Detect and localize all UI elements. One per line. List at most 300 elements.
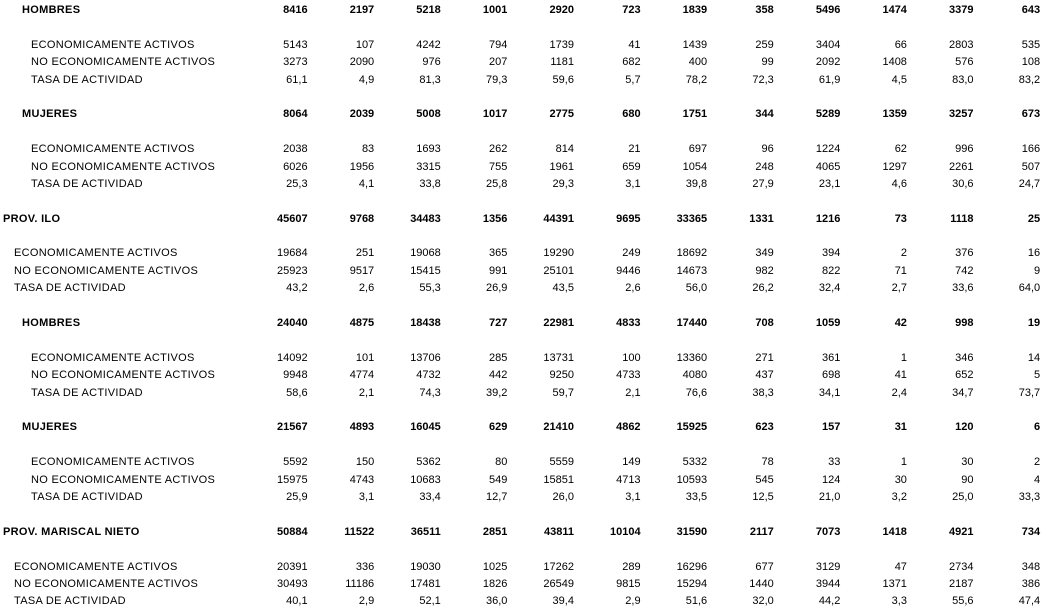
value-cell: 2092 [815, 56, 841, 69]
value-cell: 14092 [277, 351, 308, 364]
value-cell: 1839 [682, 4, 708, 16]
value-cell: 3273 [283, 56, 308, 69]
section-header-row [0, 524, 1047, 541]
value-cell: 652 [955, 369, 974, 382]
value-cell: 32,0 [752, 595, 774, 608]
value-cell: 5218 [416, 4, 441, 16]
value-cell: 2,6 [625, 282, 641, 295]
value-cell: 21,0 [818, 490, 841, 503]
value-cell: 742 [955, 264, 974, 277]
row-label: NO ECONOMICAMENTE ACTIVOS [31, 56, 216, 69]
row-label: NO ECONOMICAMENTE ACTIVOS [14, 264, 199, 277]
value-cell: 2039 [349, 108, 375, 121]
value-cell: 1739 [549, 38, 574, 51]
value-cell: 101 [355, 351, 375, 364]
table-row [0, 54, 1047, 71]
value-cell: 33,6 [952, 282, 974, 295]
value-cell: 124 [821, 473, 841, 486]
value-cell: 2734 [949, 560, 974, 573]
value-cell: 25,9 [286, 490, 308, 503]
value-cell: 16045 [410, 421, 441, 434]
value-cell: 17440 [676, 317, 708, 330]
value-cell: 39,8 [685, 177, 708, 190]
table-row [0, 472, 1047, 489]
value-cell: 259 [755, 38, 774, 51]
value-cell: 73,7 [1018, 386, 1041, 399]
value-cell: 659 [622, 160, 641, 173]
value-cell: 207 [489, 56, 508, 69]
value-cell: 30 [894, 473, 907, 486]
value-cell: 61,9 [818, 73, 841, 86]
value-cell: 358 [755, 4, 774, 16]
value-cell: 998 [955, 317, 974, 330]
value-cell: 814 [555, 143, 574, 156]
value-cell: 83,0 [952, 73, 974, 86]
value-cell: 5559 [549, 456, 574, 469]
value-cell: 19 [1027, 317, 1041, 330]
value-cell: 4080 [682, 369, 708, 382]
value-cell: 11522 [344, 525, 375, 538]
section-header-row [0, 315, 1047, 332]
value-cell: 13360 [676, 351, 708, 364]
value-cell: 549 [489, 473, 508, 486]
value-cell: 50884 [277, 525, 308, 538]
value-cell: 32,4 [818, 282, 841, 295]
value-cell: 3257 [949, 108, 974, 121]
value-cell: 17262 [543, 560, 574, 573]
table-row [0, 159, 1047, 176]
value-cell: 120 [955, 421, 974, 434]
value-cell: 1371 [882, 577, 907, 590]
value-cell: 26,9 [485, 282, 508, 295]
value-cell: 1216 [815, 212, 841, 225]
value-cell: 62 [894, 143, 907, 156]
value-cell: 23,1 [818, 177, 841, 190]
value-cell: 31 [894, 421, 907, 434]
blank-line [0, 541, 1047, 558]
value-cell: 36511 [410, 525, 441, 538]
value-cell: 1359 [882, 108, 907, 121]
value-cell: 2187 [949, 577, 974, 590]
value-cell: 18438 [410, 317, 441, 330]
value-cell: 822 [821, 264, 841, 277]
value-cell: 10593 [676, 473, 708, 486]
value-cell: 1181 [550, 56, 574, 69]
section-header-row [0, 106, 1047, 123]
value-cell: 5332 [682, 456, 708, 469]
value-cell: 2803 [949, 38, 974, 51]
value-cell: 535 [1021, 38, 1041, 51]
value-cell: 33,3 [1018, 490, 1041, 503]
value-cell: 1356 [482, 212, 508, 225]
value-cell: 698 [821, 369, 841, 382]
value-cell: 677 [755, 560, 774, 573]
value-cell: 83,2 [1018, 73, 1041, 86]
table-row [0, 176, 1047, 193]
row-label: ECONOMICAMENTE ACTIVOS [14, 560, 178, 573]
value-cell: 576 [955, 56, 974, 69]
value-cell: 2 [900, 247, 907, 260]
value-cell: 10683 [410, 473, 441, 486]
value-cell: 2261 [949, 160, 974, 173]
section-header-label: HOMBRES [22, 4, 81, 16]
value-cell: 9768 [349, 212, 375, 225]
value-cell: 11186 [345, 577, 375, 590]
value-cell: 3,1 [625, 177, 641, 190]
value-cell: 43,5 [552, 282, 574, 295]
row-label: ECONOMICAMENTE ACTIVOS [31, 351, 195, 364]
value-cell: 3944 [815, 577, 841, 590]
value-cell: 1 [900, 456, 907, 469]
value-cell: 27,9 [752, 177, 774, 190]
value-cell: 4 [1034, 473, 1041, 486]
value-cell: 2,7 [891, 282, 907, 295]
row-label: ECONOMICAMENTE ACTIVOS [31, 456, 195, 469]
value-cell: 5143 [283, 38, 308, 51]
value-cell: 2038 [283, 143, 308, 156]
value-cell: 4242 [416, 38, 441, 51]
value-cell: 16 [1027, 247, 1041, 260]
value-cell: 996 [955, 143, 974, 156]
value-cell: 29,3 [552, 177, 574, 190]
value-cell: 25 [1027, 212, 1041, 225]
blank-line [0, 506, 1047, 523]
value-cell: 9695 [616, 212, 641, 225]
value-cell: 26549 [543, 577, 574, 590]
value-cell: 17481 [410, 577, 441, 590]
value-cell: 30,6 [952, 177, 974, 190]
value-cell: 25,3 [286, 177, 308, 190]
value-cell: 21 [628, 143, 641, 156]
value-cell: 149 [622, 456, 641, 469]
value-cell: 74,3 [419, 386, 441, 399]
value-cell: 1439 [682, 38, 708, 51]
value-cell: 4732 [416, 369, 441, 382]
table-row [0, 385, 1047, 402]
value-cell: 56,0 [685, 282, 708, 295]
blank-line [0, 19, 1047, 36]
value-cell: 3,1 [358, 490, 375, 503]
value-cell: 43811 [543, 525, 574, 538]
value-cell: 39,4 [552, 595, 574, 608]
value-cell: 12,5 [752, 490, 774, 503]
value-cell: 346 [955, 351, 974, 364]
value-cell: 251 [355, 247, 375, 260]
value-cell: 55,6 [952, 595, 974, 608]
value-cell: 1224 [815, 143, 841, 156]
value-cell: 47,4 [1018, 595, 1041, 608]
value-cell: 673 [1021, 108, 1041, 121]
section-header-row [0, 211, 1047, 228]
value-cell: 376 [955, 247, 974, 260]
value-cell: 25923 [277, 264, 308, 277]
value-cell: 7073 [815, 525, 841, 538]
value-cell: 4,6 [891, 177, 907, 190]
table-row [0, 576, 1047, 593]
table-row [0, 263, 1047, 280]
table-row [0, 37, 1047, 54]
value-cell: 2920 [549, 4, 574, 16]
value-cell: 100 [622, 351, 641, 364]
value-cell: 4833 [616, 317, 641, 330]
value-cell: 1297 [882, 160, 907, 173]
value-cell: 643 [1021, 4, 1041, 16]
value-cell: 4875 [349, 317, 375, 330]
value-cell: 40,1 [286, 595, 308, 608]
value-cell: 1440 [749, 577, 774, 590]
value-cell: 9446 [616, 264, 641, 277]
row-label: NO ECONOMICAMENTE ACTIVOS [14, 577, 199, 590]
value-cell: 1408 [882, 56, 907, 69]
row-label: ECONOMICAMENTE ACTIVOS [31, 143, 195, 156]
value-cell: 44,2 [818, 595, 841, 608]
value-cell: 2197 [349, 4, 375, 16]
table-row [0, 245, 1047, 262]
value-cell: 361 [821, 351, 841, 364]
value-cell: 734 [1021, 525, 1041, 538]
value-cell: 59,7 [552, 386, 574, 399]
value-cell: 107 [355, 38, 375, 51]
blank-line [0, 228, 1047, 245]
value-cell: 3,2 [891, 490, 907, 503]
value-cell: 545 [755, 473, 774, 486]
value-cell: 976 [422, 56, 441, 69]
value-cell: 51,6 [685, 595, 708, 608]
value-cell: 348 [1021, 560, 1041, 573]
value-cell: 5496 [815, 4, 841, 16]
value-cell: 30493 [277, 577, 308, 590]
row-label: ECONOMICAMENTE ACTIVOS [14, 247, 178, 260]
value-cell: 14673 [676, 264, 708, 277]
value-cell: 3129 [815, 560, 841, 573]
value-cell: 682 [622, 56, 641, 69]
value-cell: 1017 [482, 108, 508, 121]
blank-line [0, 402, 1047, 419]
value-cell: 1 [900, 351, 907, 364]
value-cell: 39,2 [485, 386, 508, 399]
value-cell: 697 [688, 143, 708, 156]
value-cell: 1418 [882, 525, 907, 538]
value-cell: 2,6 [358, 282, 375, 295]
value-cell: 19030 [410, 560, 441, 573]
value-cell: 90 [961, 473, 974, 486]
value-cell: 4743 [349, 473, 375, 486]
value-cell: 9 [1034, 264, 1041, 277]
value-cell: 24040 [277, 317, 308, 330]
value-cell: 442 [489, 369, 508, 382]
table-row [0, 367, 1047, 384]
value-cell: 41 [628, 38, 641, 51]
value-cell: 2,1 [625, 386, 641, 399]
value-cell: 76,6 [685, 386, 708, 399]
value-cell: 52,1 [419, 595, 441, 608]
section-header-label: PROV. MARISCAL NIETO [3, 525, 140, 538]
value-cell: 43,2 [286, 282, 308, 295]
value-cell: 623 [755, 421, 774, 434]
value-cell: 4733 [616, 369, 641, 382]
value-cell: 83 [361, 143, 375, 156]
value-cell: 4774 [349, 369, 375, 382]
value-cell: 991 [489, 264, 508, 277]
value-cell: 25101 [543, 264, 574, 277]
value-cell: 5592 [283, 456, 308, 469]
section-header-label: MUJERES [22, 108, 78, 121]
value-cell: 22981 [543, 317, 574, 330]
value-cell: 72,3 [752, 73, 774, 86]
value-cell: 33,5 [685, 490, 708, 503]
value-cell: 21567 [277, 421, 308, 434]
value-cell: 4713 [616, 473, 641, 486]
value-cell: 1826 [482, 577, 508, 590]
value-cell: 81,3 [419, 73, 441, 86]
value-cell: 79,3 [485, 73, 508, 86]
value-cell: 3,3 [891, 595, 907, 608]
value-cell: 5289 [815, 108, 841, 121]
value-cell: 78 [761, 456, 774, 469]
value-cell: 99 [761, 56, 774, 69]
value-cell: 12,7 [485, 490, 508, 503]
value-cell: 1001 [482, 4, 508, 16]
value-cell: 4862 [616, 421, 641, 434]
value-cell: 34,1 [818, 386, 841, 399]
blank-line [0, 437, 1047, 454]
value-cell: 2,9 [358, 595, 375, 608]
value-cell: 150 [355, 456, 375, 469]
value-cell: 249 [622, 247, 641, 260]
table-row [0, 559, 1047, 576]
value-cell: 4921 [949, 525, 974, 538]
value-cell: 9815 [616, 577, 641, 590]
value-cell: 45607 [277, 212, 308, 225]
value-cell: 285 [489, 351, 508, 364]
value-cell: 2 [1034, 456, 1041, 469]
value-cell: 78,2 [685, 73, 708, 86]
value-cell: 4,5 [891, 73, 907, 86]
section-header-label: MUJERES [22, 421, 78, 434]
value-cell: 19068 [410, 247, 441, 260]
table-row [0, 454, 1047, 471]
value-cell: 1956 [349, 160, 375, 173]
value-cell: 629 [489, 421, 508, 434]
value-cell: 15415 [410, 264, 441, 277]
value-cell: 13731 [543, 351, 574, 364]
value-cell: 16296 [676, 560, 708, 573]
value-cell: 15925 [676, 421, 708, 434]
value-cell: 10104 [609, 525, 641, 538]
value-cell: 5362 [416, 456, 441, 469]
value-cell: 4,1 [358, 177, 375, 190]
value-cell: 25,0 [952, 490, 974, 503]
value-cell: 344 [755, 108, 774, 121]
value-cell: 36,0 [485, 595, 508, 608]
value-cell: 3315 [416, 160, 441, 173]
value-cell: 6026 [283, 160, 308, 173]
value-cell: 166 [1021, 143, 1041, 156]
value-cell: 982 [755, 264, 774, 277]
value-cell: 723 [622, 4, 641, 16]
value-cell: 5,7 [625, 73, 641, 86]
value-cell: 42 [894, 317, 907, 330]
value-cell: 1751 [682, 108, 708, 121]
value-cell: 271 [755, 351, 774, 364]
value-cell: 1059 [815, 317, 841, 330]
value-cell: 289 [622, 560, 641, 573]
row-label: NO ECONOMICAMENTE ACTIVOS [31, 160, 216, 173]
value-cell: 13706 [410, 351, 441, 364]
value-cell: 71 [894, 264, 907, 277]
value-cell: 30 [961, 456, 974, 469]
table-row [0, 593, 1047, 610]
value-cell: 336 [355, 560, 375, 573]
value-cell: 5 [1034, 369, 1041, 382]
value-cell: 3379 [949, 4, 974, 16]
value-cell: 2090 [349, 56, 375, 69]
value-cell: 680 [622, 108, 641, 121]
row-label: TASA DE ACTIVIDAD [14, 595, 126, 608]
value-cell: 24,7 [1018, 177, 1041, 190]
value-cell: 33,4 [419, 490, 441, 503]
table-row [0, 489, 1047, 506]
value-cell: 794 [489, 38, 508, 51]
value-cell: 349 [755, 247, 774, 260]
value-cell: 8064 [283, 108, 308, 121]
value-cell: 33 [828, 456, 841, 469]
value-cell: 26,2 [752, 282, 774, 295]
row-label: ECONOMICAMENTE ACTIVOS [31, 38, 195, 51]
value-cell: 9517 [349, 264, 375, 277]
row-label: TASA DE ACTIVIDAD [31, 177, 143, 190]
value-cell: 2,9 [625, 595, 641, 608]
value-cell: 58,6 [286, 386, 308, 399]
value-cell: 1025 [482, 560, 508, 573]
value-cell: 64,0 [1018, 282, 1041, 295]
value-cell: 755 [489, 160, 508, 173]
table-row [0, 280, 1047, 297]
value-cell: 66 [894, 38, 907, 51]
value-cell: 437 [755, 369, 774, 382]
value-cell: 73 [894, 212, 907, 225]
table-row [0, 141, 1047, 158]
value-cell: 108 [1021, 56, 1041, 69]
value-cell: 2775 [549, 108, 574, 121]
value-cell: 33,8 [419, 177, 441, 190]
value-cell: 15851 [543, 473, 574, 486]
value-cell: 25,8 [485, 177, 508, 190]
value-cell: 55,3 [419, 282, 441, 295]
value-cell: 394 [821, 247, 841, 260]
value-cell: 1054 [682, 160, 708, 173]
value-cell: 15294 [676, 577, 708, 590]
blank-line [0, 193, 1047, 210]
table-row [0, 350, 1047, 367]
value-cell: 44391 [543, 212, 574, 225]
row-label: NO ECONOMICAMENTE ACTIVOS [31, 369, 216, 382]
value-cell: 6 [1034, 421, 1041, 434]
value-cell: 15975 [277, 473, 308, 486]
value-cell: 727 [489, 317, 508, 330]
value-cell: 41 [894, 369, 907, 382]
value-cell: 157 [821, 421, 841, 434]
value-cell: 4893 [349, 421, 375, 434]
row-label: TASA DE ACTIVIDAD [31, 490, 143, 503]
value-cell: 9250 [549, 369, 574, 382]
blank-line [0, 89, 1047, 106]
blank-line [0, 332, 1047, 349]
value-cell: 262 [489, 143, 508, 156]
value-cell: 5008 [416, 108, 441, 121]
value-cell: 507 [1021, 160, 1041, 173]
value-cell: 3,1 [625, 490, 641, 503]
